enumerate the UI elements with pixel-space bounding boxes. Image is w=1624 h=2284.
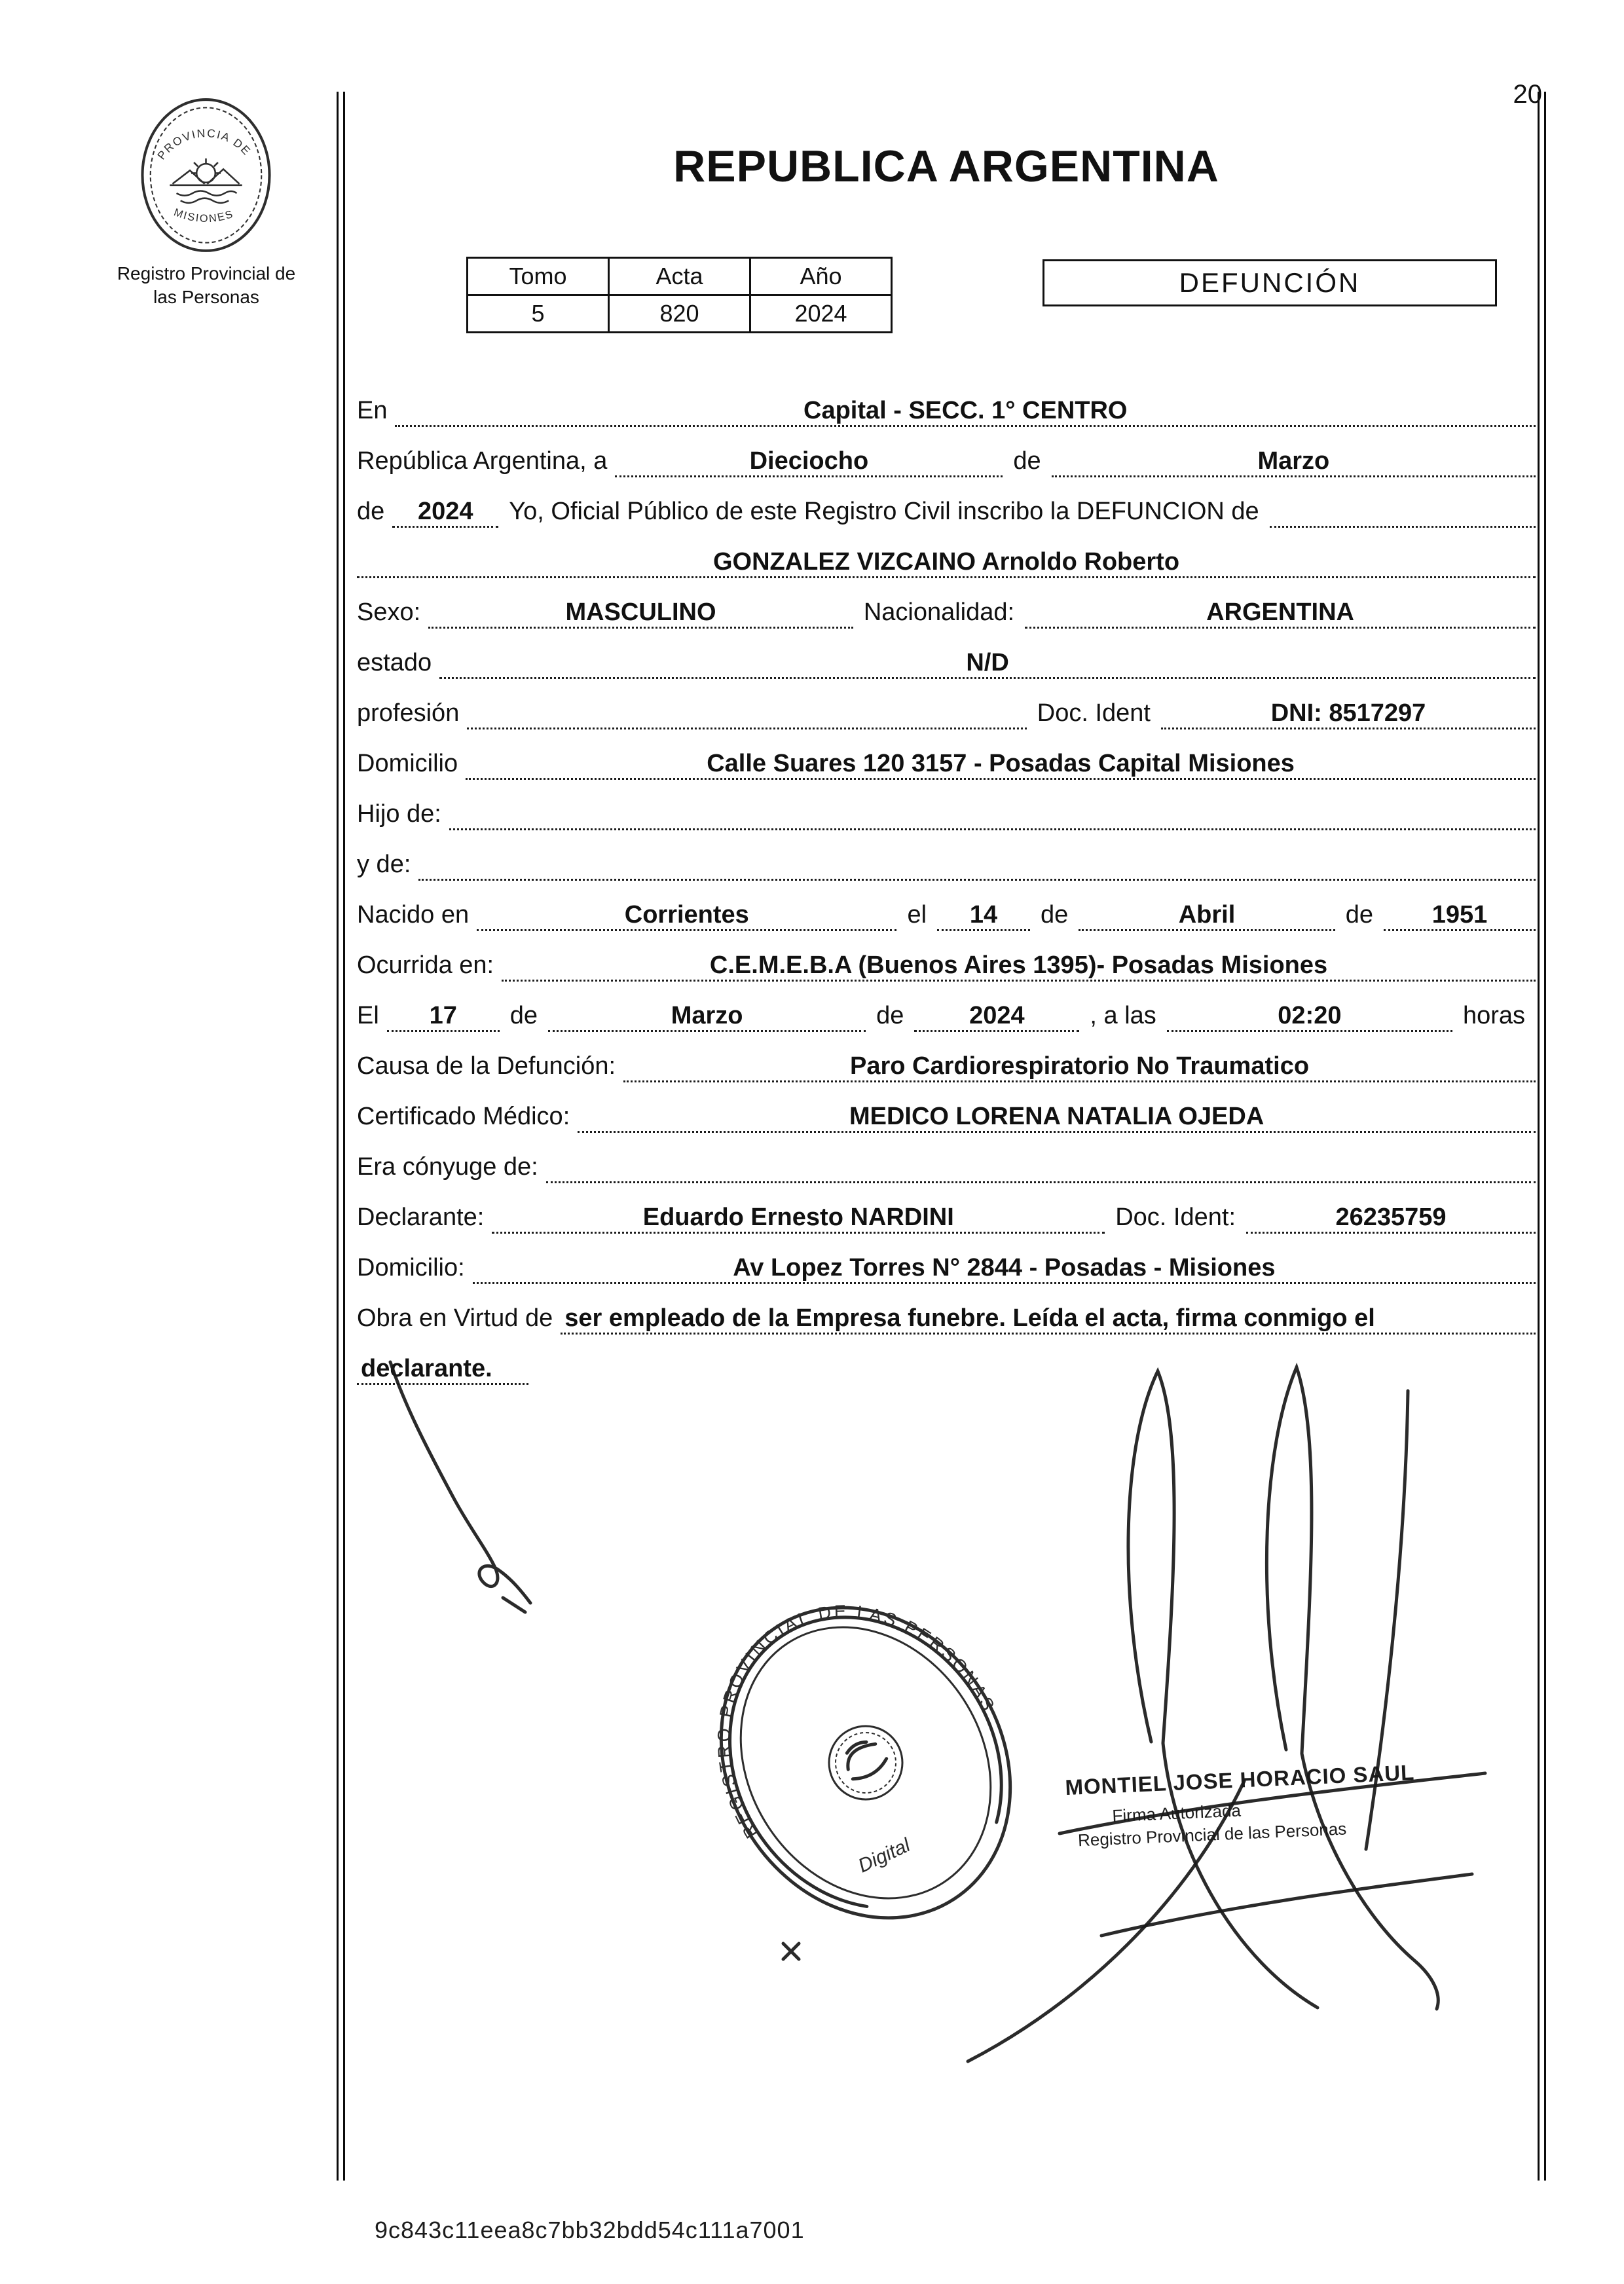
certificado-label: Certificado Médico:: [357, 1103, 570, 1130]
page-number: 20: [1513, 80, 1542, 109]
hijo-de-label: Hijo de:: [357, 800, 441, 828]
fecha-registro-label: República Argentina, a: [357, 447, 608, 475]
fecha-defuncion-a-las: , a las: [1090, 1002, 1156, 1029]
fecha-defuncion-time: 02:20: [1167, 1002, 1452, 1032]
fecha-defuncion-month: Marzo: [548, 1002, 866, 1032]
form-row-fecha-defuncion: [357, 982, 1536, 1032]
conyuge-value: [546, 1181, 1536, 1183]
nacionalidad-label: Nacionalidad:: [863, 599, 1015, 626]
record-table-header-anio: Año: [750, 258, 892, 295]
record-table-header-acta: Acta: [609, 258, 750, 295]
left-border-rule: [337, 92, 345, 2181]
estado-label: estado: [357, 649, 432, 676]
form-row-sexo-nacionalidad: [357, 578, 1536, 629]
profesion-value: [467, 728, 1026, 729]
signer-name: MONTIEL JOSE HORACIO SAUL: [1064, 1759, 1415, 1800]
sexo-label: Sexo:: [357, 599, 421, 626]
record-table-header-tomo: Tomo: [468, 258, 609, 295]
form-row-declarante: [357, 1183, 1536, 1234]
logo-banner-bottom: MISIONES: [172, 206, 236, 225]
svg-text:PROVINCIA DE: [155, 126, 253, 162]
hijo-de-value: [449, 828, 1536, 830]
ink-mark: [783, 1943, 799, 1959]
form-row-estado: [357, 629, 1536, 679]
profesion-label: profesión: [357, 699, 460, 727]
signer-organization: Registro Provincial de las Personas: [1077, 1818, 1347, 1851]
y-de-value: [418, 879, 1536, 881]
nacido-en-year: 1951: [1384, 901, 1536, 931]
form-row-conyuge: [357, 1133, 1536, 1183]
logo-caption: [85, 262, 327, 310]
nacido-en-de1: de: [1041, 901, 1069, 929]
causa-value: Paro Cardiorespiratorio No Traumatico: [623, 1052, 1536, 1082]
record-table-value-row: [468, 295, 892, 333]
ocurrida-en-value: C.E.M.E.B.A (Buenos Aires 1395)- Posadas Misiones: [502, 951, 1536, 982]
record-table: [466, 257, 893, 333]
form-row-obra-line1: [357, 1284, 1536, 1335]
blank-dotted-line: [1270, 526, 1536, 528]
document-hash: 9c843c11eea8c7bb32bdd54c111a7001: [375, 2217, 805, 2243]
signer-role: Firma Autorizada: [1111, 1800, 1242, 1826]
fecha-defuncion-el: El: [357, 1002, 379, 1029]
obra-label: Obra en Virtud de: [357, 1304, 553, 1332]
stamp-inner-text: Digital: [855, 1834, 914, 1877]
logo-caption-line2: las Personas: [153, 287, 259, 308]
doc-ident-label: Doc. Ident: [1037, 699, 1151, 727]
en-value: Capital - SECC. 1° CENTRO: [395, 397, 1536, 427]
declarant-signature: [390, 1362, 530, 1612]
domicilio-label: Domicilio: [357, 750, 458, 777]
record-table-value-acta: 820: [609, 295, 750, 333]
fecha-defuncion-horas: horas: [1462, 1002, 1525, 1029]
nacido-en-month: Abril: [1079, 901, 1335, 931]
en-label: En: [357, 397, 388, 424]
logo-caption-line1: Registro Provincial de: [117, 263, 296, 284]
document-type-label: DEFUNCIÓN: [1179, 267, 1361, 298]
official-round-stamp: [654, 1543, 1075, 1978]
deceased-name: GONZALEZ VIZCAINO Arnoldo Roberto: [357, 548, 1536, 578]
nacido-en-day: 14: [937, 901, 1030, 931]
form-row-profesion: [357, 679, 1536, 729]
form-row-nacido-en: [357, 881, 1536, 931]
nacido-en-place: Corrientes: [477, 901, 896, 931]
inscripcion-text: Yo, Oficial Público de este Registro Civil inscribo la DEFUNCION de: [509, 498, 1259, 525]
page-title: REPUBLICA ARGENTINA: [673, 141, 1219, 191]
document-type-box: [1043, 259, 1497, 306]
nacido-en-de2: de: [1345, 901, 1373, 929]
obra-value-line1: ser empleado de la Empresa funebre. Leída el acta, firma conmigo el: [561, 1304, 1536, 1335]
right-border-rule: [1538, 92, 1546, 2181]
obra-value-line2: declarante.: [357, 1355, 528, 1385]
nacido-en-label: Nacido en: [357, 901, 470, 929]
svg-text:MISIONES: [172, 206, 235, 225]
svg-text:REGISTRO PROVINCIAL DE LAS PER: [654, 1543, 1001, 1863]
domicilio-value: Calle Suares 120 3157 - Posadas Capital Misiones: [466, 750, 1536, 780]
form-row-y-de: [357, 830, 1536, 881]
logo-banner-top: PROVINCIA DE: [155, 126, 254, 162]
sexo-value: MASCULINO: [428, 599, 853, 629]
causa-label: Causa de la Defunción:: [357, 1052, 616, 1080]
form-row-domicilio: [357, 729, 1536, 780]
fecha-defuncion-de1: de: [509, 1002, 538, 1029]
declarante-value: Eduardo Ernesto NARDINI: [492, 1204, 1105, 1234]
form-row-fallecido: [357, 528, 1536, 578]
logo-landscape-scene: [170, 158, 242, 203]
fecha-registro-month: Marzo: [1052, 447, 1536, 477]
ocurrida-en-label: Ocurrida en:: [357, 951, 494, 979]
certificate-form: [357, 377, 1536, 1385]
form-row-en: [357, 377, 1536, 427]
conyuge-label: Era cónyuge de:: [357, 1153, 538, 1181]
form-row-ocurrida-en: [357, 931, 1536, 982]
y-de-label: y de:: [357, 851, 411, 878]
nacido-en-el: el: [907, 901, 927, 929]
form-row-inscripcion: [357, 477, 1536, 528]
certificado-value: MEDICO LORENA NATALIA OJEDA: [578, 1103, 1536, 1133]
inscripcion-year: 2024: [392, 498, 498, 528]
fecha-registro-de: de: [1013, 447, 1041, 475]
doc-ident-value: DNI: 8517297: [1161, 699, 1536, 729]
fecha-defuncion-year: 2024: [914, 1002, 1079, 1032]
authorized-signer-block: [1065, 1758, 1460, 1851]
form-row-hijo-de: [357, 780, 1536, 830]
declarante-doc-value: 26235759: [1246, 1204, 1536, 1234]
estado-value: N/D: [439, 649, 1536, 679]
form-row-domicilio-declarante: [357, 1234, 1536, 1284]
record-table-value-anio: 2024: [750, 295, 892, 333]
stamp-ring-text: REGISTRO PROVINCIAL DE LAS PERSONAS: [714, 1601, 999, 1842]
fecha-registro-day: Dieciocho: [615, 447, 1003, 477]
fecha-defuncion-de2: de: [876, 1002, 904, 1029]
record-table-header-row: [468, 258, 892, 295]
domicilio-declarante-label: Domicilio:: [357, 1254, 465, 1281]
nacionalidad-value: ARGENTINA: [1025, 599, 1536, 629]
form-row-fecha-registro: [357, 427, 1536, 477]
form-row-obra-line2: [357, 1335, 1536, 1385]
inscripcion-de: de: [357, 498, 385, 525]
declarante-label: Declarante:: [357, 1204, 485, 1231]
fecha-defuncion-day: 17: [387, 1002, 500, 1032]
record-table-value-tomo: 5: [468, 295, 609, 333]
form-row-causa: [357, 1032, 1536, 1082]
form-row-certificado: [357, 1082, 1536, 1133]
domicilio-declarante-value: Av Lopez Torres N° 2844 - Posadas - Misiones: [473, 1254, 1536, 1284]
declarante-doc-label: Doc. Ident:: [1115, 1204, 1236, 1231]
official-signature: [968, 1367, 1485, 2061]
provincial-seal-icon: [139, 97, 273, 254]
